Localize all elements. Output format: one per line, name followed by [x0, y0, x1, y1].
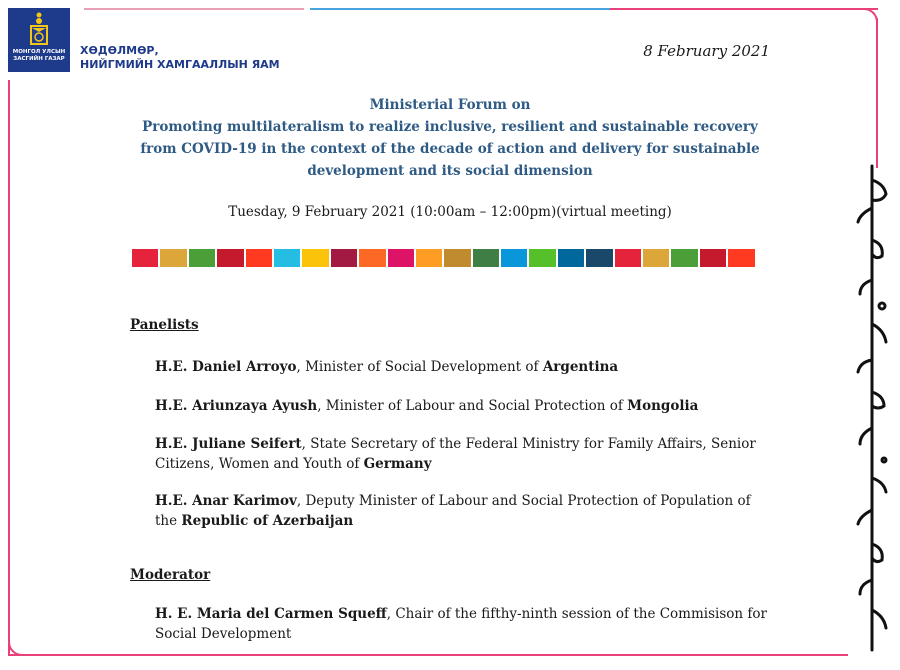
sdg-color-block	[388, 249, 414, 267]
panelist-name: H.E. Ariunzaya Ayush	[155, 398, 318, 414]
panelist-country: Mongolia	[627, 398, 699, 414]
sdg-color-block	[331, 249, 357, 267]
logo-caption	[8, 49, 70, 63]
frame-line-right	[876, 18, 878, 168]
panelist-role: , Minister of Labour and Social Protection of	[317, 398, 628, 414]
panelist-role: , State Secretary of the Federal Ministry for Family Affairs, Senior Citizens, Women and Youth of	[155, 436, 756, 472]
sdg-color-block	[416, 249, 442, 267]
sdg-color-block	[189, 249, 215, 267]
sdg-color-block	[643, 249, 669, 267]
sdg-color-block	[501, 249, 527, 267]
ministry-name	[80, 44, 280, 72]
logo-caption-line2: ЗАСГИЙН ГАЗАР	[13, 56, 65, 62]
sdg-color-block	[217, 249, 243, 267]
sdg-color-block	[274, 249, 300, 267]
document-date: 8 February 2021	[643, 42, 770, 60]
government-logo	[8, 8, 70, 72]
frame-line-top-middle	[310, 8, 610, 10]
sdg-color-block	[444, 249, 470, 267]
title-line2: Promoting multilateralism to realize inclusive, resilient and sustainable recovery	[142, 119, 758, 135]
moderator-name: H. E. Maria del Carmen Squeff	[155, 606, 387, 622]
panelists-heading: Panelists	[130, 317, 199, 333]
moderator-entry	[155, 604, 775, 644]
soyombo-emblem-icon	[28, 11, 50, 47]
panelist-name: H.E. Juliane Seifert	[155, 436, 302, 452]
ministry-name-line1: ХӨДӨЛМӨР,	[80, 44, 159, 57]
ministry-name-line2: НИЙГМИЙН ХАМГААЛЛЫН ЯАМ	[80, 58, 280, 71]
panelist-entry	[155, 357, 775, 377]
panelist-name: H.E. Anar Karimov	[155, 493, 297, 509]
sdg-color-block	[728, 249, 754, 267]
title-line3: from COVID-19 in the context of the decade of action and delivery for sustainable	[140, 141, 760, 157]
sdg-color-block	[473, 249, 499, 267]
meeting-datetime: Tuesday, 9 February 2021 (10:00am – 12:00pm)(virtual meeting)	[228, 204, 672, 220]
logo-caption-line1: МОНГОЛ УЛСЫН	[12, 49, 66, 55]
sdg-color-bar	[132, 249, 755, 267]
frame-line-bottom	[8, 654, 848, 656]
frame-line-top-right	[610, 8, 878, 10]
panelist-name: H.E. Daniel Arroyo	[155, 359, 297, 375]
sdg-color-block	[700, 249, 726, 267]
panelist-entry	[155, 434, 775, 474]
sdg-color-block	[160, 249, 186, 267]
sdg-color-block	[132, 249, 158, 267]
sdg-color-block	[671, 249, 697, 267]
sdg-color-block	[246, 249, 272, 267]
sdg-color-block	[359, 249, 385, 267]
sdg-color-block	[529, 249, 555, 267]
panelist-entry	[155, 396, 775, 416]
moderator-heading: Moderator	[130, 567, 211, 583]
sdg-color-block	[615, 249, 641, 267]
forum-title	[120, 94, 780, 182]
title-line4: development and its social dimension	[307, 163, 593, 179]
panelist-role: , Deputy Minister of Labour and Social Protection of Population of the	[155, 493, 751, 529]
panelist-country: Republic of Azerbaijan	[181, 513, 354, 529]
vertical-mongolian-script	[848, 160, 896, 660]
title-line1: Ministerial Forum on	[369, 97, 531, 113]
panelist-country: Argentina	[542, 359, 619, 375]
sdg-color-block	[302, 249, 328, 267]
moderator-role: , Chair of the fifthy-ninth session of the Commisison for Social Development	[155, 606, 767, 642]
panelist-country: Germany	[363, 456, 432, 472]
sdg-color-block	[558, 249, 584, 267]
frame-line-top-left	[84, 8, 304, 10]
panelist-entry	[155, 491, 775, 531]
panelist-role: , Minister of Social Development of	[296, 359, 543, 375]
sdg-color-block	[586, 249, 612, 267]
frame-line-left	[8, 80, 10, 654]
